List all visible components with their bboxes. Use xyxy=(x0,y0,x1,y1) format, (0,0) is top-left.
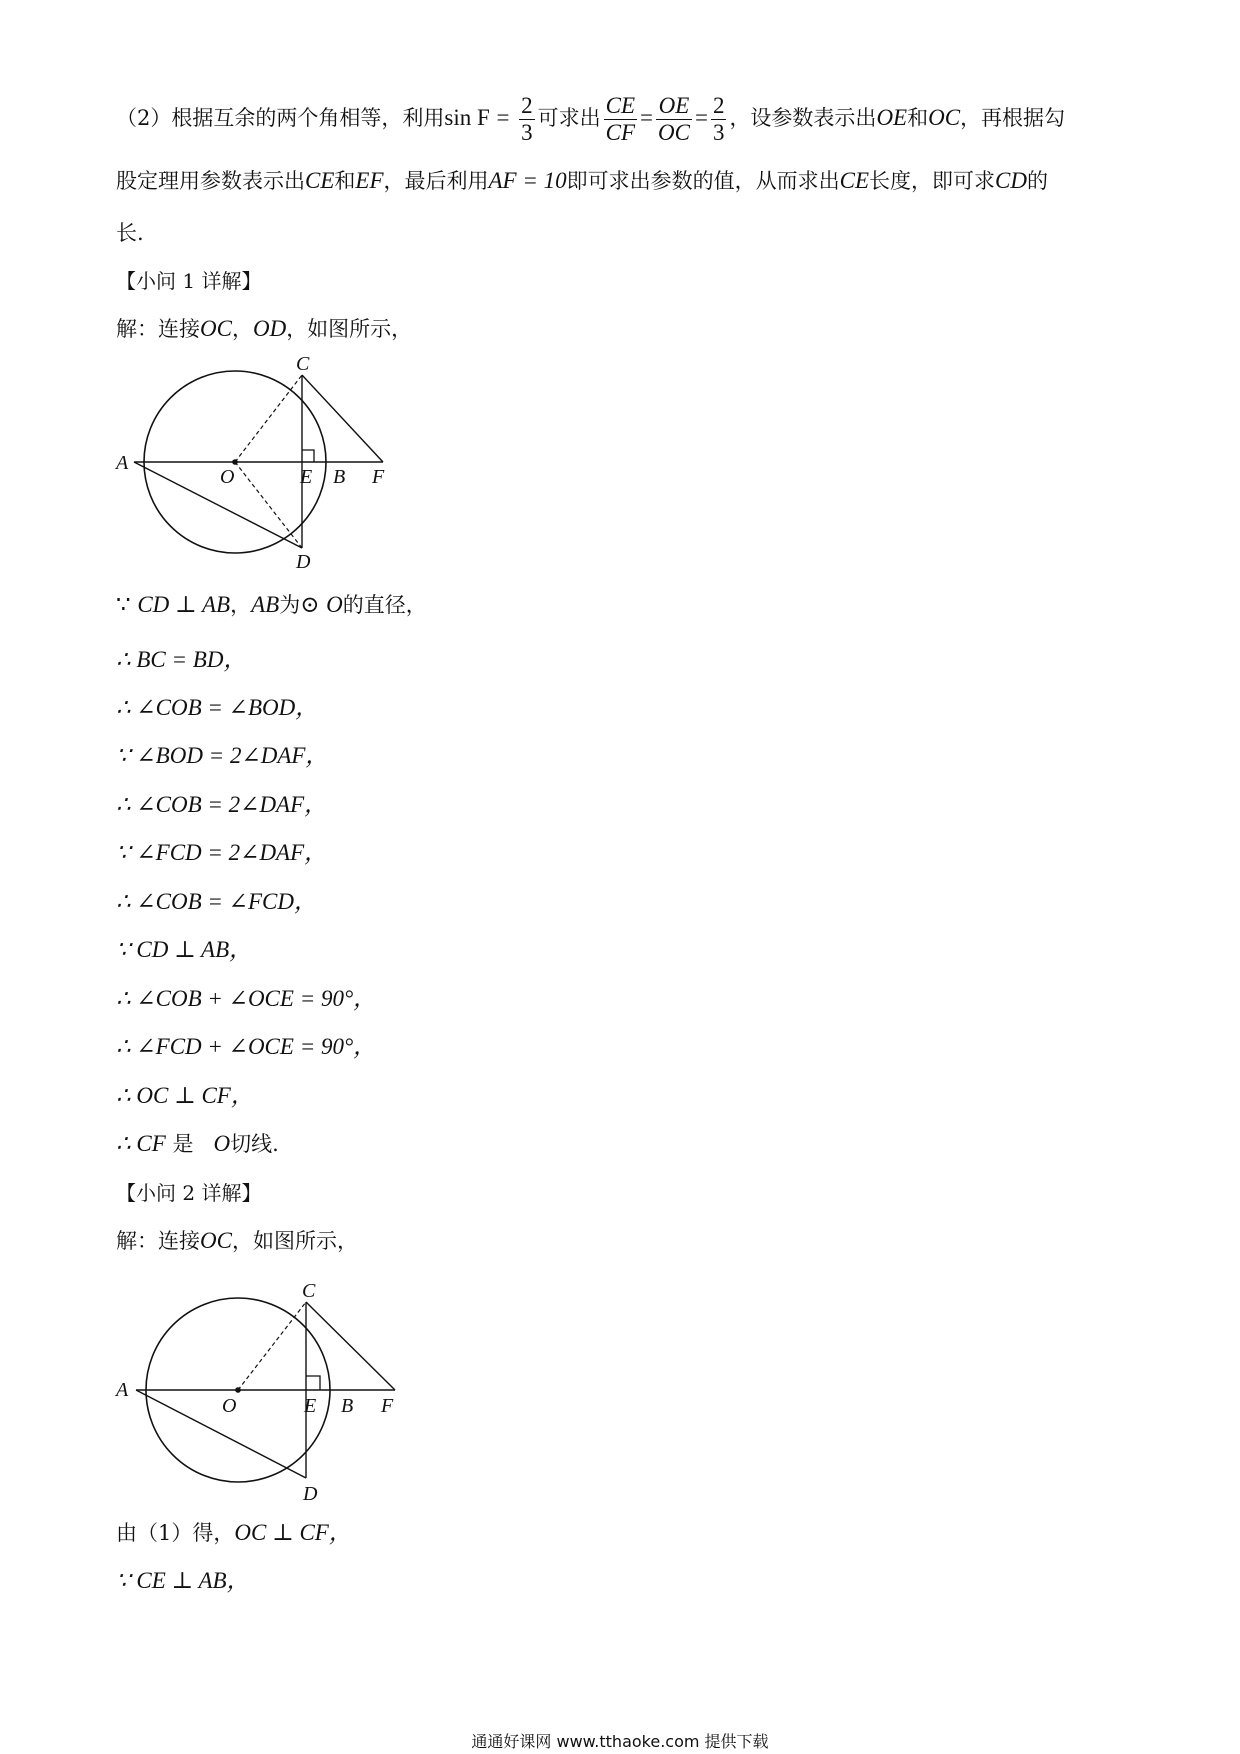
section2-solution: 解：连接OC，如图所示， xyxy=(116,1228,358,1253)
label-e: E xyxy=(300,466,313,488)
label-e-2: E xyxy=(304,1395,317,1417)
label-c: C xyxy=(296,355,310,375)
intro-line-2: 股定理用参数表示出CE和EF，最后利用AF = 10即可求出参数的值，从而求出CE长度，即可求CD的 xyxy=(116,168,1048,193)
intro-line-3: 长. xyxy=(116,221,144,245)
proof-line-11: ∴ OC ⊥ CF， xyxy=(116,1083,254,1108)
section1-solution: 解：连接OC，OD，如图所示， xyxy=(116,316,413,341)
line-ad-2 xyxy=(136,1390,306,1478)
proof-line-8: ∵ CD ⊥ AB， xyxy=(116,937,253,962)
footer-watermark: 通通好课网 www.tthaoke.com 提供下载 xyxy=(471,1732,769,1751)
center-dot xyxy=(232,459,238,465)
label-o-2: O xyxy=(222,1395,237,1417)
label-d: D xyxy=(296,551,311,573)
proof-line-6: ∵ ∠FCD = 2∠DAF， xyxy=(116,840,328,865)
label-c-2: C xyxy=(302,1280,316,1302)
section2-line-2: ∵ CE ⊥ AB， xyxy=(116,1568,250,1593)
section1-heading: 【小问 1 详解】 xyxy=(116,269,262,293)
label-o: O xyxy=(220,466,235,488)
right-angle-mark xyxy=(302,450,314,462)
line-ad xyxy=(134,462,302,548)
label-f-2: F xyxy=(381,1395,394,1417)
proof-line-4: ∵ ∠BOD = 2∠DAF， xyxy=(116,743,329,768)
proof-line-2: ∴ BC = BD， xyxy=(116,647,247,672)
center-dot-2 xyxy=(235,1387,241,1393)
right-angle-mark-2 xyxy=(306,1376,320,1390)
proof-line-9: ∴ ∠COB + ∠OCE = 90°， xyxy=(116,986,377,1011)
line-od-dashed xyxy=(235,462,302,548)
fraction-two-thirds-2: $\frac{2}{3}$ xyxy=(712,93,725,145)
fraction-two-thirds: $\frac{2}{3}$ xyxy=(521,93,533,145)
fraction-ce-cf: $\frac{CE}{CF}$ xyxy=(605,93,636,145)
proof-line-7: ∴ ∠COB = ∠FCD， xyxy=(116,889,317,914)
intro-line-1: （2）根据互余的两个角相等，利用sin F = $\frac{2}{3}$ 可求出 $\frac{CE}{CF}$ = $\frac{OE}{OC}$ = $\frac{2}{3}$ ，设参数表示出OE和OC，再根据勾 xyxy=(116,93,1066,145)
fraction-oe-oc: $\frac{OE}{OC}$ xyxy=(658,93,690,145)
geometry-diagram-2 xyxy=(110,1272,420,1502)
section2-line-1: 由（1）得，OC ⊥ CF， xyxy=(116,1520,352,1545)
line-oc-dashed-2 xyxy=(238,1302,306,1390)
label-d-2: D xyxy=(303,1483,318,1502)
label-b-2: B xyxy=(341,1395,354,1417)
label-b: B xyxy=(333,466,346,488)
proof-line-12: ∴ CF 是 O切线. xyxy=(116,1131,279,1156)
label-a-2: A xyxy=(116,1379,129,1401)
geometry-diagram-1 xyxy=(110,355,410,575)
line-oc-dashed xyxy=(235,375,302,462)
label-f: F xyxy=(372,466,385,488)
section2-heading: 【小问 2 详解】 xyxy=(116,1181,262,1205)
proof-line-3: ∴ ∠COB = ∠BOD， xyxy=(116,695,319,720)
proof-line-10: ∴ ∠FCD + ∠OCE = 90°， xyxy=(116,1034,377,1059)
proof-line-5: ∴ ∠COB = 2∠DAF， xyxy=(116,792,328,817)
label-a: A xyxy=(116,452,129,474)
proof-line-1: ∵ CD ⊥ AB，AB为⊙ O的直径， xyxy=(116,592,427,617)
